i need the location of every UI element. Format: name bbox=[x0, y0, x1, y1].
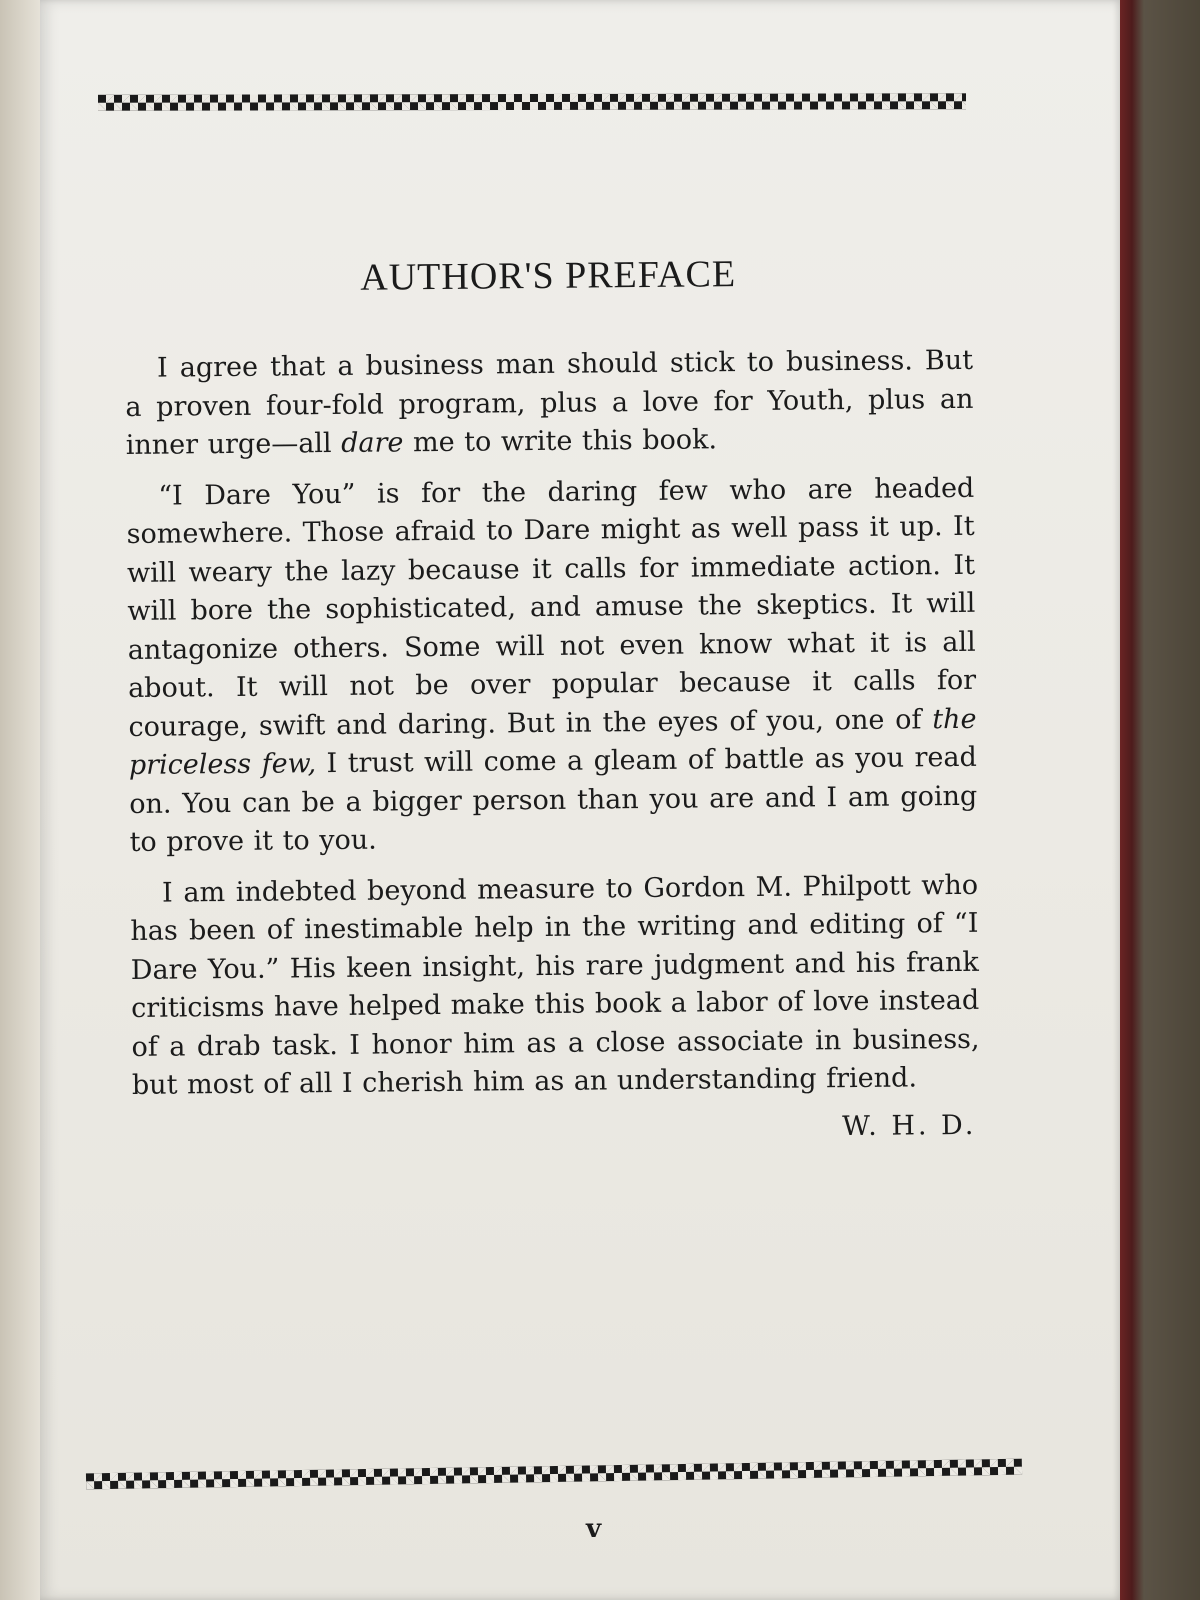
left-page-edge bbox=[0, 0, 40, 1600]
page-number: v bbox=[586, 1514, 602, 1544]
paragraph-1 bbox=[125, 342, 974, 466]
paragraph-1-text: I agree that a business man should stick to business. But a proven four-fold program, plus a love for Youth, plus an inner urge—all bbox=[125, 344, 974, 461]
paragraph-2-text-end: I trust will come a gleam of battle as you read on. You can be a bigger person than you are and I am going to prove it to you. bbox=[129, 741, 978, 858]
page-title: AUTHOR'S PREFACE bbox=[360, 253, 737, 299]
paragraph-2-italic: the priceless few, bbox=[128, 703, 977, 781]
paragraph-1-italic: dare bbox=[341, 427, 404, 459]
paragraph-3-text: I am indebted beyond measure to Gordon M. Philpott who has been of inestimable help in the writing and editing of “I Dare You.” His keen insight, his rare judgment and his frank criticisms have helped make this book a labor of love instead of a drab task. I honor him as a close associate in business, but most of all I cherish him as an understanding friend. bbox=[130, 869, 980, 1101]
paragraph-2 bbox=[126, 469, 978, 862]
book-cover-edge bbox=[1120, 0, 1200, 1600]
paragraph-2-text: “I Dare You” is for the daring few who are headed somewhere. Those afraid to Dare might as well pass it up. It will weary the lazy because it calls for immediate action. It will bore the sophisticated, and amuse the skeptics. It will antagonize others. Some will not even know what it is all about. It will not be over popular because it calls for courage, swift and daring. But in the eyes of you, one of bbox=[126, 472, 977, 743]
paragraph-3 bbox=[130, 866, 980, 1105]
author-signature: W. H. D. bbox=[842, 1109, 977, 1142]
preface-text-block bbox=[124, 250, 981, 1149]
paragraph-1-text-end: me to write this book. bbox=[403, 424, 718, 459]
checkered-border-top bbox=[98, 93, 966, 111]
